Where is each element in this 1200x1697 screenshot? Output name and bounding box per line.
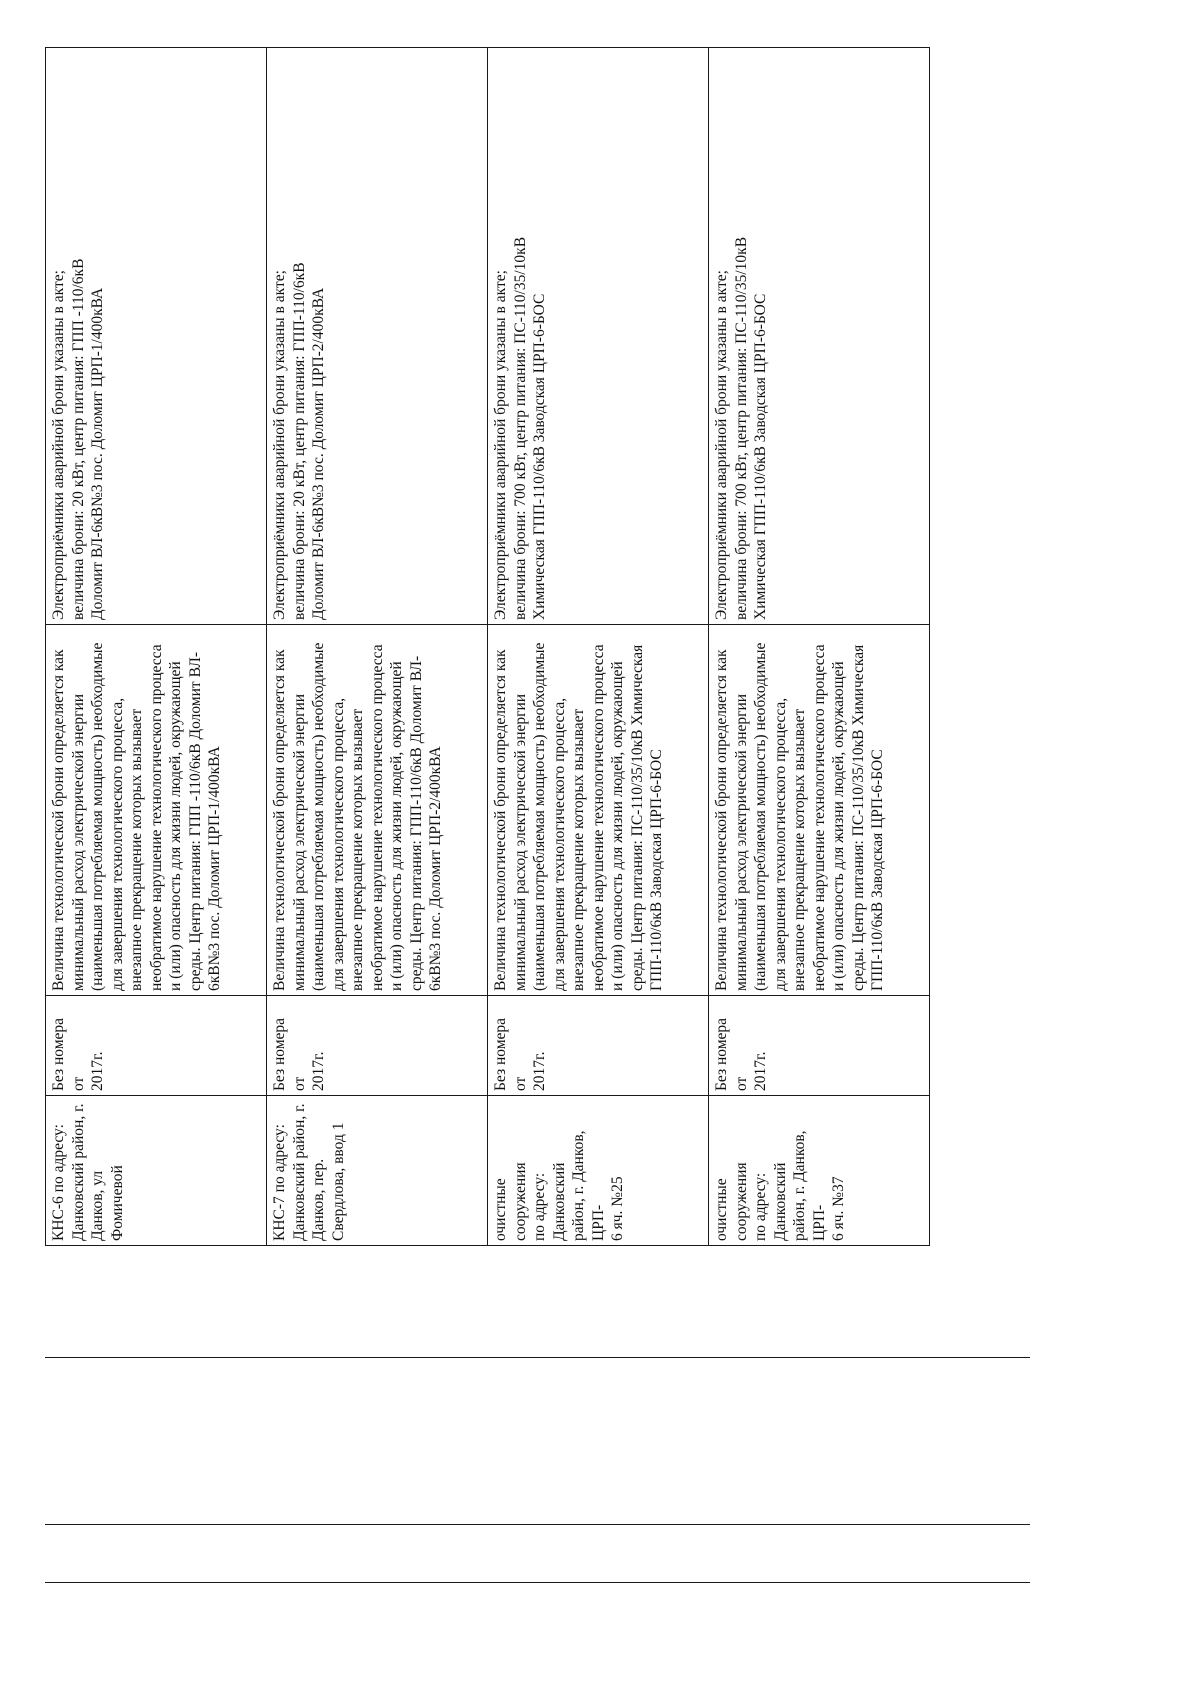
table-row [267,48,488,1246]
technological-reserve-cell: Величина технологической брони определяется как минимальный расход электрической энергии (наименьшая потребляемая мощность) необходимые для завершения технологического процесса, внезапное прекращение которых вызывает необратимое нарушение технологического процесса и (или) опасность для жизни людей, окружающей среды. Центр питания: ГПП-110/6кВ Доломит ВЛ- 6кВ№3 пос. Доломит ЦРП-2/400кВА [267,625,488,996]
emergency-reserve-cell: Электроприёмники аварийной брони указаны в акте; величина брони: 20 кВт, центр питания: ГПП-110/6кВ Доломит ВЛ-6кВ№3 пос. Доломит ЦРП-2/400кВА [267,48,488,625]
divider-line [45,1357,1030,1358]
reservation-table [45,47,930,1246]
emergency-reserve-cell: Электроприёмники аварийной брони указаны в акте; величина брони: 700 кВт, центр питания: ПС-110/35/10кВ Химическая ГПП-110/6кВ Заводская ЦРП-6-БОС [488,48,709,625]
act-cell: Без номера от 2017г. [267,996,488,1096]
rotated-table-container [45,48,929,1246]
divider-line [45,1582,1030,1583]
table-row [46,48,267,1246]
emergency-reserve-cell: Электроприёмники аварийной брони указаны в акте; величина брони: 20 кВт, центр питания: ГПП -110/6кВ Доломит ВЛ-6кВ№3 пос. Доломит ЦРП-1/400кВА [46,48,267,625]
technological-reserve-cell: Величина технологической брони определяется как минимальный расход электрической энергии (наименьшая потребляемая мощность) необходимые для завершения технологического процесса, внезапное прекращение которых вызывает необратимое нарушение технологического процесса и (или) опасность для жизни людей, окружающей среды. Центр питания: ПС-110/35/10кВ Химическая ГПП-110/6кВ Заводская ЦРП-6-БОС [709,625,930,996]
technological-reserve-cell: Величина технологической брони определяется как минимальный расход электрической энергии (наименьшая потребляемая мощность) необходимые для завершения технологического процесса, внезапное прекращение которых вызывает необратимое нарушение технологического процесса и (или) опасность для жизни людей, окружающей среды. Центр питания: ГПП -110/6кВ Доломит ВЛ- 6кВ№3 пос. Доломит ЦРП-1/400кВА [46,625,267,996]
technological-reserve-cell: Величина технологической брони определяется как минимальный расход электрической энергии (наименьшая потребляемая мощность) необходимые для завершения технологического процесса, внезапное прекращение которых вызывает необратимое нарушение технологического процесса и (или) опасность для жизни людей, окружающей среды. Центр питания: ПС-110/35/10кВ Химическая ГПП-110/6кВ Заводская ЦРП-6-БОС [488,625,709,996]
act-cell: Без номера от 2017г. [46,996,267,1096]
table-row [488,48,709,1246]
table-row [709,48,930,1246]
act-cell: Без номера от 2017г. [488,996,709,1096]
emergency-reserve-cell: Электроприёмники аварийной брони указаны в акте; величина брони: 700 кВт, центр питания: ПС-110/35/10кВ Химическая ГПП-110/6кВ Заводская ЦРП-6-БОС [709,48,930,625]
object-cell: КНС-6 по адресу: Данковский район, г. Данков, ул Фомичевой [46,1096,267,1246]
divider-line [45,1524,1030,1525]
object-cell: очистные сооружения по адресу: Данковский район, г. Данков, ЦРП- 6 яч. №37 [709,1096,930,1246]
object-cell: КНС-7 по адресу: Данковский район, г. Данков, пер. Свердлова, ввод 1 [267,1096,488,1246]
act-cell: Без номера от 2017г. [709,996,930,1096]
object-cell: очистные сооружения по адресу: Данковский район, г. Данков, ЦРП- 6 яч. №25 [488,1096,709,1246]
